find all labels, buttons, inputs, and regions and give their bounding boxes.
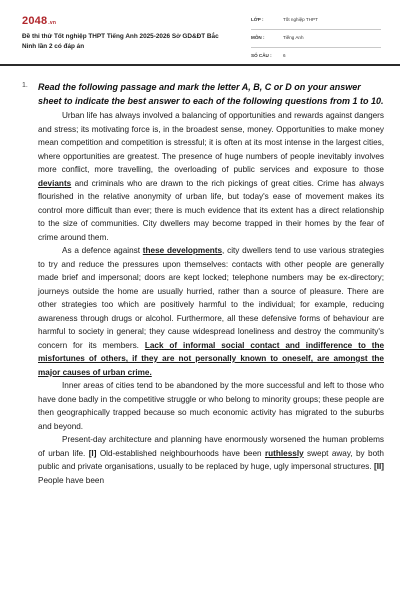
question-instruction: Read the following passage and mark the letter A, B, C or D on your answer sheet to indicate the best answer to each of the following questions from 1 to 10. <box>38 82 384 106</box>
underlined-phrase-these-developments: these developments <box>142 246 223 255</box>
passage-paragraph-3: Inner areas of cities tend to be abandoned by the more successful and left to those who have done badly in the competitive struggle or who belong to minority groups; these people are then geographically trapped because so much economic activity has migrated to the suburbs and beyond. <box>38 381 384 431</box>
header-divider <box>0 64 400 66</box>
meta-label: LỚP : <box>251 17 264 22</box>
insert-marker-2: [II] <box>373 462 384 471</box>
meta-row-class <box>251 15 381 30</box>
passage-text: and criminals who are drawn to the rich pickings of great cities. Crime has always flourished in the relative anonymity of urban life, but today's ease of movement makes its control more difficult than ever; there is much evidence that its extent has a direct relationship to the size of communities. City dwellers may become trapped in their homes by the fear of crime around them. <box>38 178 384 242</box>
meta-value: Tốt nghiệp THPT <box>283 17 318 22</box>
meta-label: MÔN : <box>251 35 265 40</box>
passage-text: , city dwellers tend to use various strategies to try and reduce the pressures upon themselves: contacts with other people are generally made brief and impersonal; doors are kept locked; telephone numbers may be ex-directory; journeys outside the home are usually hurried, rather than a source of pleasure. There are other strategies too which are positively harmful to the individual; for example, reducing awareness through drugs or alcohol. Furthermore, all these defensive forms of behaviour are harmful to society in general; they cause widespread loneliness and destroy the community's concern for its members. <box>38 246 384 350</box>
site-logo[interactable] <box>22 15 56 27</box>
underlined-word-ruthlessly: ruthlessly <box>264 448 304 458</box>
passage-text: As a defence against <box>62 246 143 255</box>
underlined-word-deviants: deviants <box>38 178 72 188</box>
passage-text: Old-established neighbourhoods have been <box>96 448 265 458</box>
reading-passage <box>38 109 384 487</box>
question-block <box>22 80 384 487</box>
passage-paragraph-4 <box>38 433 384 487</box>
passage-text: Present-day architecture and planning have enormously worsened the human problems of urban life. <box>38 435 384 458</box>
meta-label: SỐ CÂU : <box>251 53 272 58</box>
question-number: 1. <box>22 82 28 89</box>
exam-meta <box>251 15 381 69</box>
meta-value: Tiếng Anh <box>283 35 304 40</box>
underlined-sentence-lack-of-contact: Lack of informal social contact and indifference to the misfortunes of others, if they are not personally known to oneself, are amongst the major causes of urban crime. <box>38 340 385 377</box>
passage-text: swept away, by both public and private organisations, usually to be replaced by huge, ugly impersonal structures. <box>38 448 384 471</box>
logo-suffix: .vn <box>48 20 57 26</box>
page-header <box>0 0 400 62</box>
passage-text: People have been <box>38 475 105 485</box>
meta-row-subject <box>251 33 381 48</box>
meta-value: 6 <box>283 53 286 58</box>
insert-marker-1: [I] <box>88 448 97 458</box>
passage-text: Urban life has always involved a balancing of opportunities and rewards against dangers and stress; its motivating force is, in the broadest sense, money. Opportunities to make money mean competition and competition is stressful; it is often at its most intense in the largest cities, where opportunities are greatest. The presence of huge numbers of people inevitably involves more conflict, more travelling, the overloading of public services and exposure to those <box>38 111 384 174</box>
logo-main: 2048 <box>22 15 48 27</box>
passage-paragraph-2 <box>38 244 384 379</box>
exam-title: Đề thi thử Tốt nghiệp THPT Tiếng Anh 2025-2026 Sở GD&ĐT Bắc Ninh lần 2 có đáp án <box>22 33 219 50</box>
passage-paragraph-1 <box>38 109 384 244</box>
